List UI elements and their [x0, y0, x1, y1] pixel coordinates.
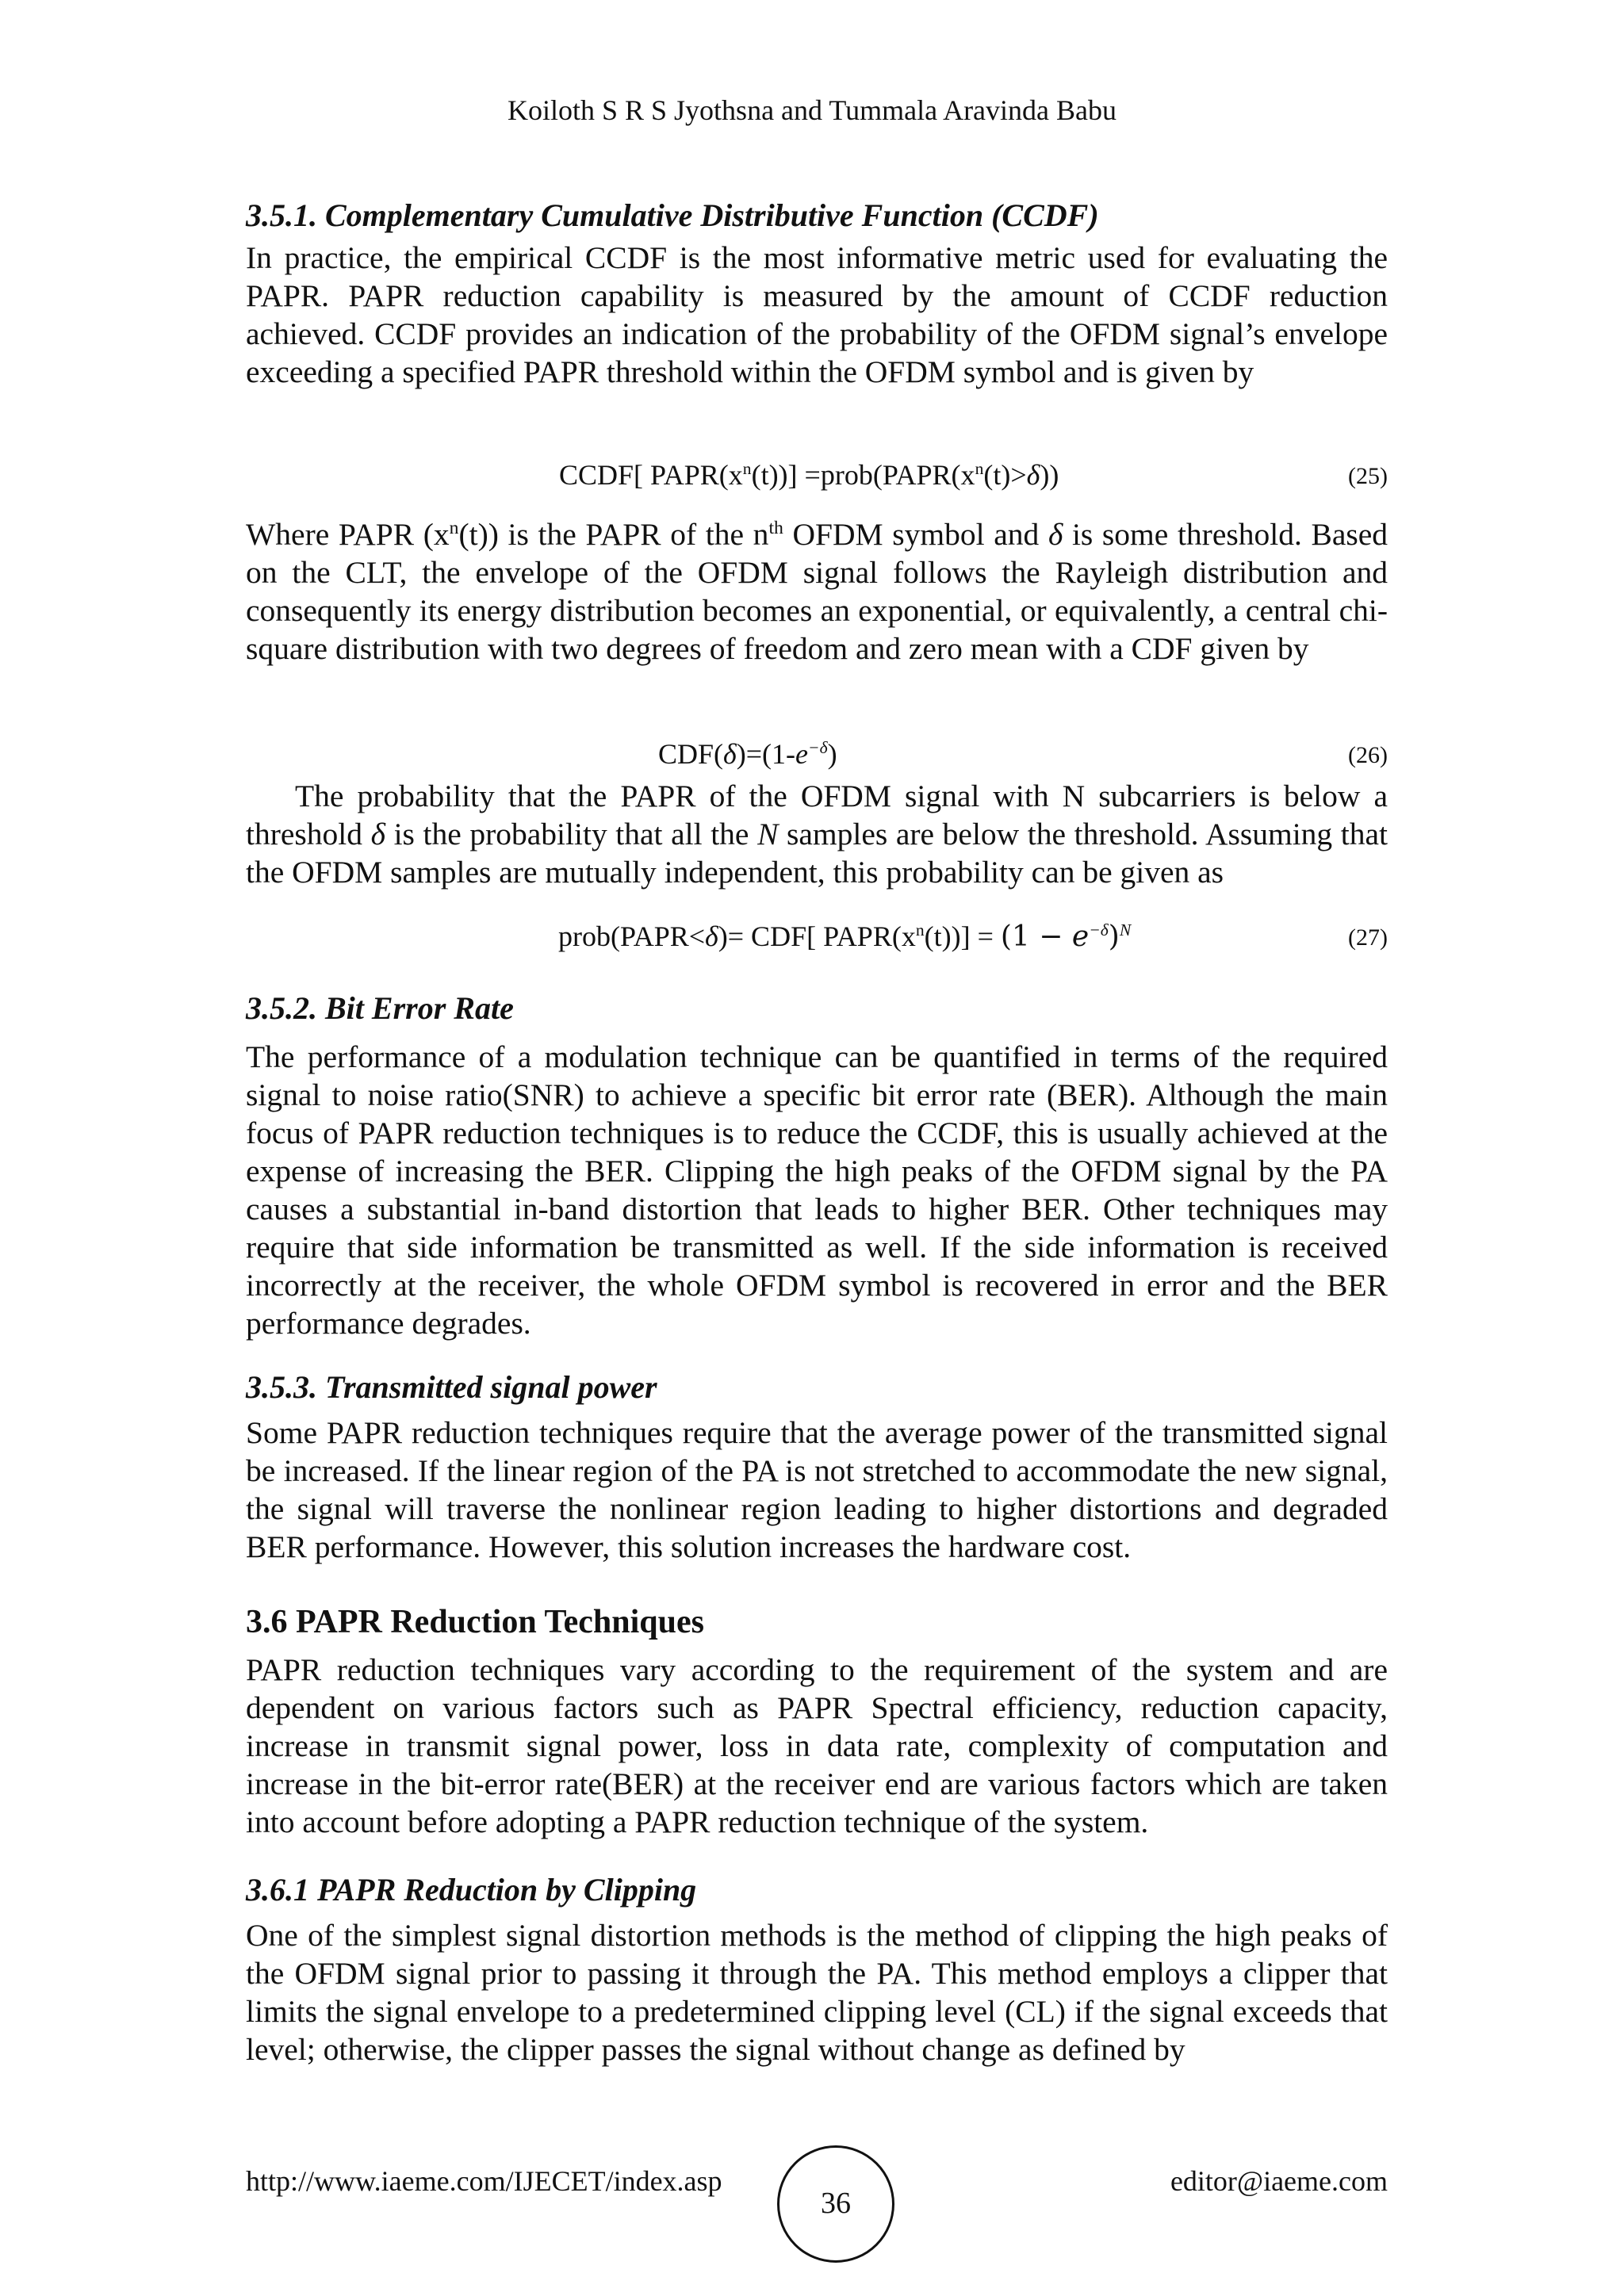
equation-25-body: CCDF[ $PAPR(x^n(t))$] $=prob(PAPR(x^n(t)>\delta))$: [559, 459, 1059, 491]
footer-url-link[interactable]: http://www.iaeme.com/IJECET/index.asp: [246, 2165, 722, 2197]
section-3-5-2: [246, 989, 1388, 1342]
section-3-6-1: [246, 1871, 1388, 2068]
equation-27: [246, 920, 1388, 958]
equation-26-body: $CDF(\delta)=(1-e^{-\delta})$: [658, 738, 837, 770]
paragraph-ccdf-intro: In practice, the empirical CCDF is the most informative metric used for evaluating the PAPR. PAPR reduction capability is measured by the amount of CCDF reduction achieved. CCDF provides an indication of the probability of the OFDM signal’s envelope exceeding a specified PAPR threshold within the OFDM symbol and is given by: [246, 240, 1388, 389]
running-title: Koiloth S R S Jyothsna and Tummala Aravinda Babu: [507, 94, 1117, 126]
footer-email-link[interactable]: editor@iaeme.com: [1170, 2165, 1388, 2197]
paragraph-bit-error-rate: The performance of a modulation technique can be quantified in terms of the required signal to noise ratio(SNR) to achieve a specific bit error rate (BER). Although the main focus of PAPR reduction techniques is to reduce the CCDF, this is usually achieved at the expense of increasing the BER. Clipping the high peaks of the OFDM signal by the PA causes a substantial in-band distortion that leads to higher BER. Other techniques may require that side information be transmitted as well. If the side information is received incorrectly at the receiver, the whole OFDM symbol is recovered in error and the BER performance degrades.: [246, 1039, 1388, 1341]
equation-27-body: prob(PAPR<δ)= CDF[ $PAPR(x^n(t))] = (1 - e^{-\delta})^N$: [558, 920, 1132, 953]
paragraph-papr-techniques: PAPR reduction techniques vary according to the requirement of the system and are dependent on various factors such as PAPR Spectral efficiency, reduction capacity, increase in transmit signal power, loss in data rate, complexity of computation and increase in the bit-error rate(BER) at the receiver end are various factors which are taken into account before adopting a PAPR reduction technique of the system.: [246, 1652, 1388, 1839]
paragraph-clipping: One of the simplest signal distortion methods is the method of clipping the high peaks of the OFDM signal prior to passing it through the PA. This method employs a clipper that limits the signal envelope to a predetermined clipping level (CL) if the signal exceeds that level; otherwise, the clipper passes the signal without change as defined by: [246, 1918, 1388, 2067]
section-3-5-3: [246, 1368, 1388, 1566]
paragraph-probability-block: [246, 777, 1388, 891]
heading-3-5-2: 3.5.2. Bit Error Rate: [246, 990, 514, 1026]
page-number: 36: [777, 2145, 894, 2263]
paragraph-papr-distribution-block: [246, 515, 1388, 668]
heading-3-5-3: 3.5.3. Transmitted signal power: [246, 1369, 657, 1405]
heading-3-6: 3.6 PAPR Reduction Techniques: [246, 1604, 704, 1640]
equation-number-27: (27): [1348, 924, 1388, 951]
section-3-5-1: [246, 197, 1388, 391]
heading-3-6-1: 3.6.1 PAPR Reduction by Clipping: [246, 1872, 697, 1908]
equation-number-26: (26): [1348, 742, 1388, 768]
equation-25: [246, 458, 1388, 496]
heading-3-5-1: 3.5.1. Complementary Cumulative Distributive Function (CCDF): [246, 197, 1099, 233]
page-footer: [246, 2145, 1388, 2220]
section-3-6: [246, 1603, 1388, 1841]
paragraph-transmitted-power: Some PAPR reduction techniques require that the average power of the transmitted signal be increased. If the linear region of the PA is not stretched to accommodate the new signal, the signal will traverse the nonlinear region leading to higher distortions and degraded BER performance. However, this solution increases the hardware cost.: [246, 1415, 1388, 1564]
paragraph-papr-distribution: Where PAPR $(x^n(t))$ is the PAPR of the $n^{th}$ OFDM symbol and δ is some threshold. Based on the CLT, the envelope of the OFDM signal follows the Rayleigh distribution and consequently its energy distribution becomes an exponential, or equivalently, a central chi-square distribution with two degrees of freedom and zero mean with a CDF given by: [246, 517, 1388, 666]
equation-number-25: (25): [1348, 463, 1388, 489]
equation-26: [246, 737, 1388, 775]
paragraph-probability: The probability that the PAPR of the OFDM signal with N subcarriers is below a threshold δ is the probability that all the N samples are below the threshold. Assuming that the OFDM samples are mutually independent, this probability can be given as: [246, 779, 1388, 890]
